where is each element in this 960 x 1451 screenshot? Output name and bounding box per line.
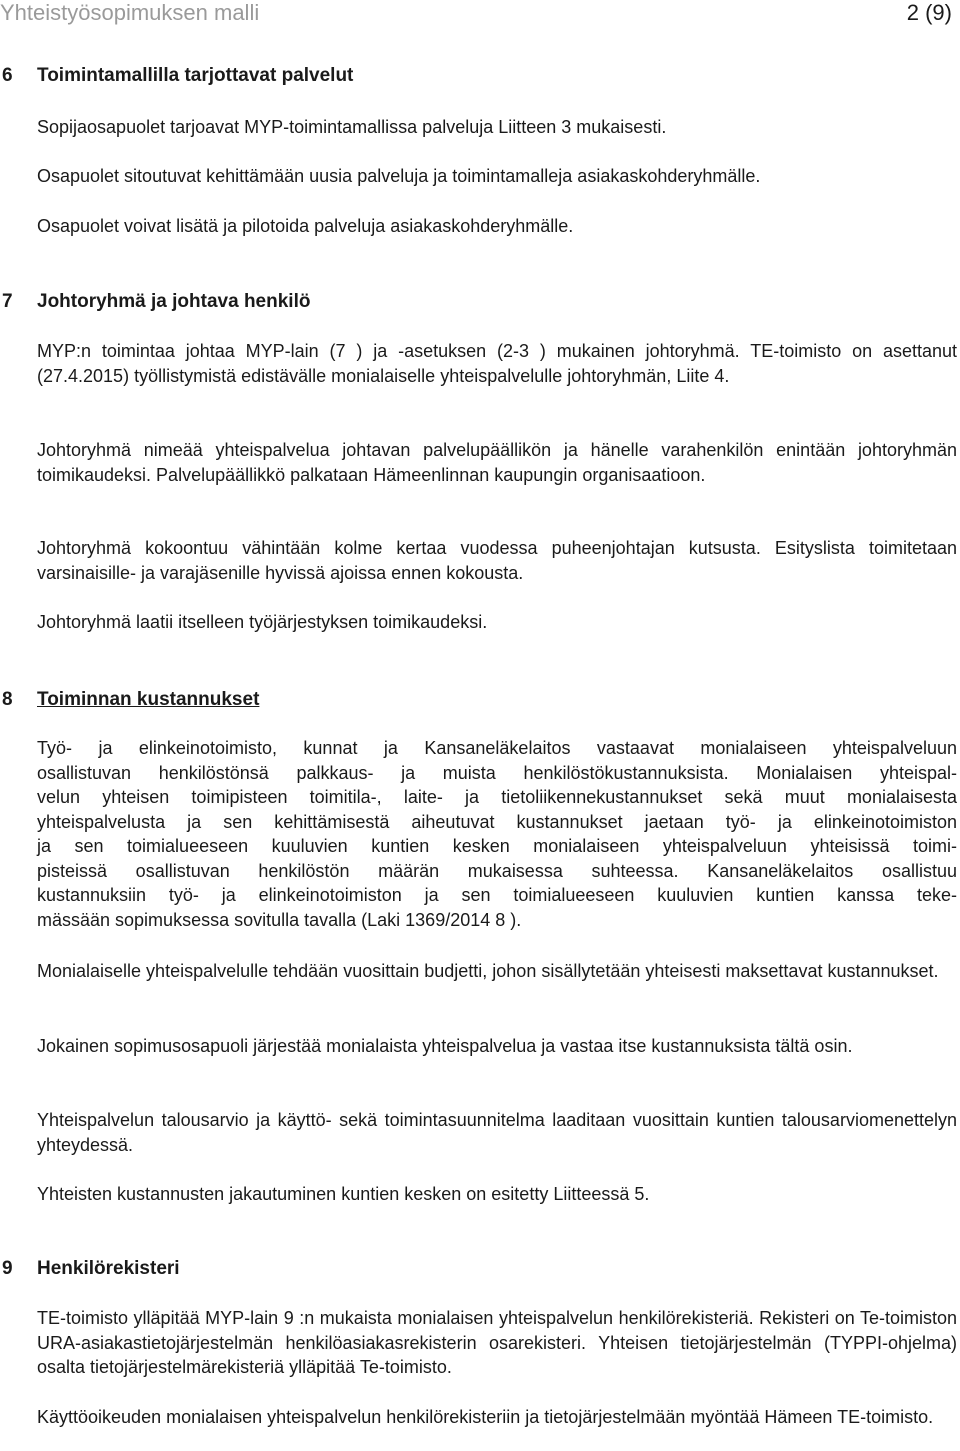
text-line: pisteissä osallistuvan henkilöstön määrän mukaisessa suhteessa. Kansaneläkelaitos osallistuu [37,860,957,881]
section-number: 7 [2,291,13,312]
text-line: osallistuvan henkilöstönsä palkkaus- ja muista henkilöstökustannuksista. Monialaisen yhteispal- [37,762,957,783]
section-title: Toiminnan kustannukset [37,689,260,710]
paragraph: Käyttöoikeuden monialaisen yhteispalvelun henkilörekisteriin ja tietojärjestelmään myöntää Hämeen TE-toimisto. [37,1407,934,1427]
paragraph: Monialaiselle yhteispalvelulle tehdään vuosittain budjetti, johon sisällytetään yhteisesti maksettavat kustannukset. [37,961,939,981]
paragraph: Johtoryhmä nimeää yhteispalvelua johtavan palvelupäällikön ja hänelle varahenkilön enintään johtoryhmän toimikaudeksi. Palvelupäällikkö palkataan Hämeenlinnan kaupungin organisaatioon. [37,440,957,485]
paragraph: TE-toimisto ylläpitää MYP-lain 9 :n mukaista monialaisen yhteispalvelun henkilörekisteriä. Rekisteri on Te-toimiston URA-asiakastietojärjestelmän henkilöasiakasrekisterin osarekisteri. Yhteisen tietojärjestelmän (TYPPI-ohjelma) osalta tietojärjestelmärekisteriä ylläpitää Te-toimisto. [37,1308,957,1377]
section-title: Toimintamallilla tarjottavat palvelut [37,65,354,86]
paragraph: Yhteisten kustannusten jakautuminen kuntien kesken on esitetty Liitteessä 5. [37,1184,650,1204]
text-line: kustannuksiin työ- ja elinkeinotoimiston ja sen toimialueeseen kuuluvien kuntien kanssa teke- [37,885,957,905]
paragraph: Sopijaosapuolet tarjoavat MYP-toimintamallissa palveluja Liitteen 3 mukaisesti. [37,117,667,137]
text-line: mässään sopimuksessa sovitulla tavalla (Laki 1369/2014 8 ). [37,909,522,930]
text-line: yhteispalvelusta ja sen kehittämisestä aiheutuvat kustannukset jaetaan työ- ja elinkeinotoimiston [37,811,957,832]
section-number: 8 [2,689,13,710]
page-header [0,0,960,30]
text-line: Työ- ja elinkeinotoimisto, kunnat ja Kansaneläkelaitos vastaavat monialaiseen yhteispalveluun [37,738,957,758]
paragraph: Yhteispalvelun talousarvio ja käyttö- sekä toimintasuunnitelma laaditaan vuosittain kuntien talousarviomenettelyn yhteydessä. [37,1110,957,1155]
section-title: Henkilörekisteri [37,1258,180,1279]
paragraph [37,736,957,932]
section-number: 9 [2,1258,13,1279]
section-number: 6 [2,65,13,86]
paragraph: Jokainen sopimusosapuoli järjestää monialaista yhteispalvelua ja vastaa itse kustannuksista tältä osin. [37,1036,853,1056]
paragraph: Osapuolet voivat lisätä ja pilotoida palveluja asiakaskohderyhmälle. [37,216,574,236]
text-line: ja sen toimialueeseen kuuluvien kuntien kesken monialaiseen yhteispalveluun yhteisissä toimi- [37,836,957,856]
section-title: Johtoryhmä ja johtava henkilö [37,291,311,312]
document-title: Yhteistyösopimuksen malli [0,0,260,25]
page-number: 2 (9) [906,0,952,25]
paragraph: Osapuolet sitoutuvat kehittämään uusia palveluja ja toimintamalleja asiakaskohderyhmälle. [37,166,761,186]
paragraph: MYP:n toimintaa johtaa MYP-lain (7 ) ja -asetuksen (2-3 ) mukainen johtoryhmä. TE-toimisto on asettanut (27.4.2015) työllistymistä edistävälle monialaiselle yhteispalvelulle johtoryhmän, Liite 4. [37,341,957,386]
paragraph: Johtoryhmä laatii itselleen työjärjestyksen toimikaudeksi. [37,612,488,632]
text-line: velun yhteisen toimipisteen toimitila-, laite- ja tietoliikennekustannukset sekä muut monialaisesta [37,787,957,807]
paragraph: Johtoryhmä kokoontuu vähintään kolme kertaa vuodessa puheenjohtajan kutsusta. Esityslista toimitetaan varsinaisille- ja varajäsenille hyvissä ajoissa ennen kokousta. [37,538,957,583]
